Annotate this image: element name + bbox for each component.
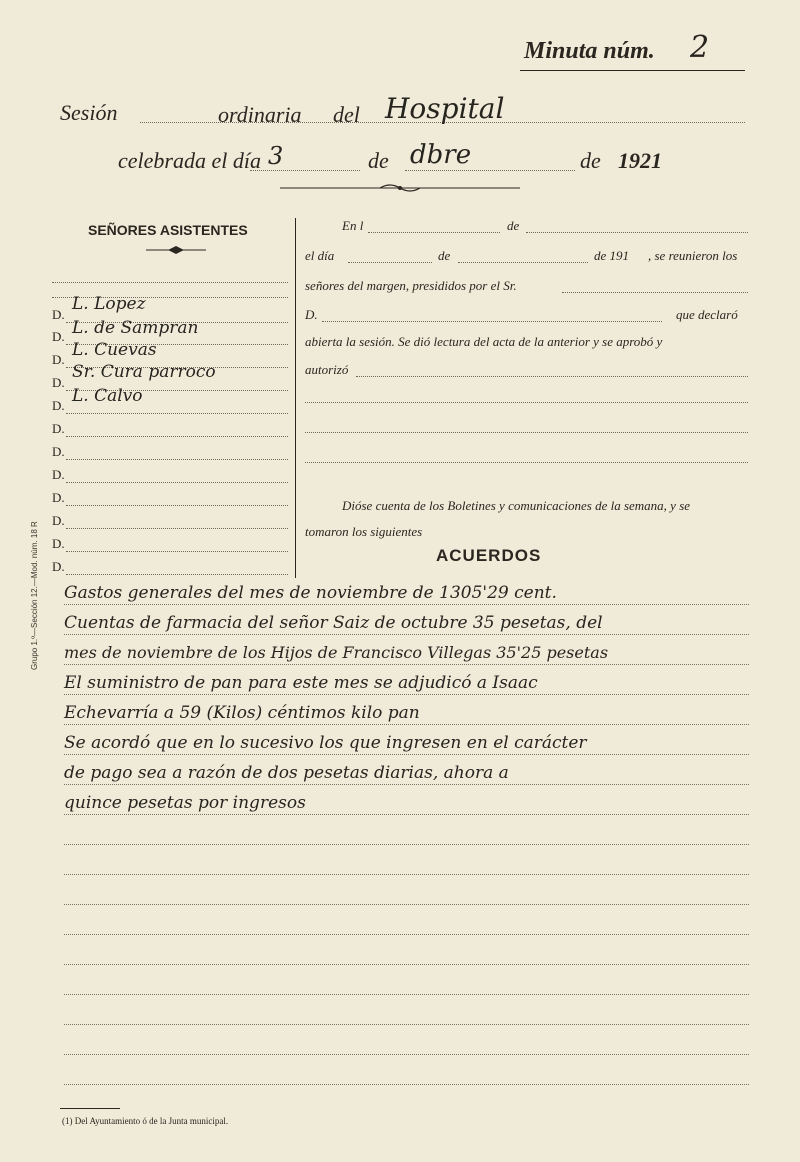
form-line-2	[305, 432, 748, 433]
attendee-name-3: L. Cuevas	[72, 340, 157, 360]
en-line	[368, 232, 500, 233]
de-label-2: de	[580, 148, 601, 173]
session-month: dbre	[410, 140, 472, 170]
attendee-prefix-10: D.	[52, 513, 65, 528]
minuta-number: 2	[690, 30, 710, 65]
reunieron-label: , se reunieron los	[648, 248, 738, 263]
footnote-rule	[60, 1108, 120, 1109]
form-line-3	[305, 462, 748, 463]
d-label-form: D.	[305, 307, 318, 322]
attendee-prefix-7: D.	[52, 444, 65, 459]
entity-handwritten: Hospital	[385, 92, 505, 125]
vertical-form-note: Grupo 1.º—Sección 12.—Mod. núm. 18 R	[30, 521, 39, 670]
minute-line-6	[64, 754, 749, 755]
minute-line-11	[64, 904, 749, 905]
attendee-prefix-5: D.	[52, 398, 65, 413]
attendee-prefix-6: D.	[52, 421, 65, 436]
session-day: 3	[268, 142, 284, 170]
minuta-label: Minuta núm.	[524, 38, 655, 64]
minute-line-13	[64, 964, 749, 965]
attendee-prefix-2: D.	[52, 329, 65, 344]
minute-text-3: mes de noviembre de los Hijos de Francisco Villegas 35'25 pesetas	[64, 643, 609, 662]
month-line	[405, 170, 575, 171]
attendee-name-4: Sr. Cura parroco	[72, 362, 216, 382]
attendee-prefix-8: D.	[52, 467, 65, 482]
minute-line-16	[64, 1054, 749, 1055]
celebrada-label: celebrada el día	[118, 148, 261, 173]
tomaron-label: tomaron los siguientes	[305, 524, 423, 539]
attendee-line-11	[66, 551, 288, 552]
minute-text-4: El suministro de pan para este mes se adjudicó a Isaac	[64, 673, 538, 693]
attendee-prefix-11: D.	[52, 536, 65, 551]
attendee-prefix-1: D.	[52, 307, 65, 322]
attendee-line-8	[66, 482, 288, 483]
attendee-line-top1	[52, 282, 288, 283]
attendee-line-10	[66, 528, 288, 529]
minute-line-17	[64, 1084, 749, 1085]
diose-label: Dióse cuenta de los Boletines y comunicaciones de la semana, y se	[342, 498, 691, 513]
minute-text-2: Cuentas de farmacia del señor Saiz de octubre 35 pesetas, del	[64, 613, 603, 633]
minute-line-10	[64, 874, 749, 875]
de-line-form2	[458, 262, 588, 263]
minute-line-7	[64, 784, 749, 785]
autorizo-label: autorizó	[305, 362, 349, 377]
column-divider	[295, 218, 296, 578]
minute-line-2	[64, 634, 749, 635]
autorizo-line	[356, 376, 748, 377]
el-dia-line	[348, 262, 432, 263]
attendee-prefix-12: D.	[52, 559, 65, 574]
session-year: 1921	[618, 148, 662, 173]
attendee-name-5: L. Calvo	[72, 386, 143, 406]
form-line-1	[305, 402, 748, 403]
day-line	[250, 170, 360, 171]
minute-text-1: Gastos generales del mes de noviembre de 1305'29 cent.	[64, 583, 557, 603]
declaro-label: que declaró	[676, 307, 738, 322]
minute-line-15	[64, 1024, 749, 1025]
attendee-prefix-3: D.	[52, 352, 65, 367]
de-label-1: de	[368, 148, 389, 173]
minute-line-3	[64, 664, 749, 665]
attendee-name-1: L. Lopez	[72, 294, 146, 314]
attendees-title: SEÑORES ASISTENTES	[88, 222, 248, 238]
minute-line-4	[64, 694, 749, 695]
el-dia-label: el día	[305, 248, 335, 263]
de-line-form1	[526, 232, 748, 233]
d-line-form	[322, 321, 662, 322]
de-label-form1: de	[507, 218, 520, 233]
minute-text-8: quince pesetas por ingresos	[64, 793, 306, 813]
ornament-divider	[280, 182, 520, 194]
minuta-underline	[520, 70, 745, 71]
minute-line-14	[64, 994, 749, 995]
minute-text-6: Se acordó que en lo sucesivo los que ingresen en el carácter	[64, 733, 587, 753]
senores-label: señores del margen, presididos por el Sr.	[305, 278, 517, 293]
minute-line-9	[64, 844, 749, 845]
en-label: En l	[342, 218, 364, 233]
minute-line-5	[64, 724, 749, 725]
attendee-line-12	[66, 574, 288, 575]
senores-line	[562, 292, 748, 293]
acuerdos-title: ACUERDOS	[436, 546, 542, 565]
attendee-name-2: L. de Sampran	[72, 318, 199, 338]
minute-text-5: Echevarría a 59 (Kilos) céntimos kilo pan	[64, 703, 420, 723]
attendee-prefix-9: D.	[52, 490, 65, 505]
attendee-line-7	[66, 459, 288, 460]
attendee-line-6	[66, 436, 288, 437]
session-type: ordinaria	[218, 102, 302, 127]
sesion-label: Sesión	[60, 100, 118, 125]
minute-line-8	[64, 814, 749, 815]
minute-line-1	[64, 604, 749, 605]
de-191-label: de 191	[594, 248, 630, 263]
attendee-line-5	[66, 413, 288, 414]
de-label-form2: de	[438, 248, 451, 263]
abierta-label: abierta la sesión. Se dió lectura del acta de la anterior y se aprobó y	[305, 334, 663, 349]
attendee-line-9	[66, 505, 288, 506]
attendees-ornament	[146, 246, 206, 254]
minute-text-7: de pago sea a razón de dos pesetas diarias, ahora a	[64, 763, 509, 783]
minute-line-12	[64, 934, 749, 935]
attendee-prefix-4: D.	[52, 375, 65, 390]
del-label: del	[333, 102, 360, 127]
footnote: (1) Del Ayuntamiento ó de la Junta municipal.	[62, 1116, 229, 1126]
